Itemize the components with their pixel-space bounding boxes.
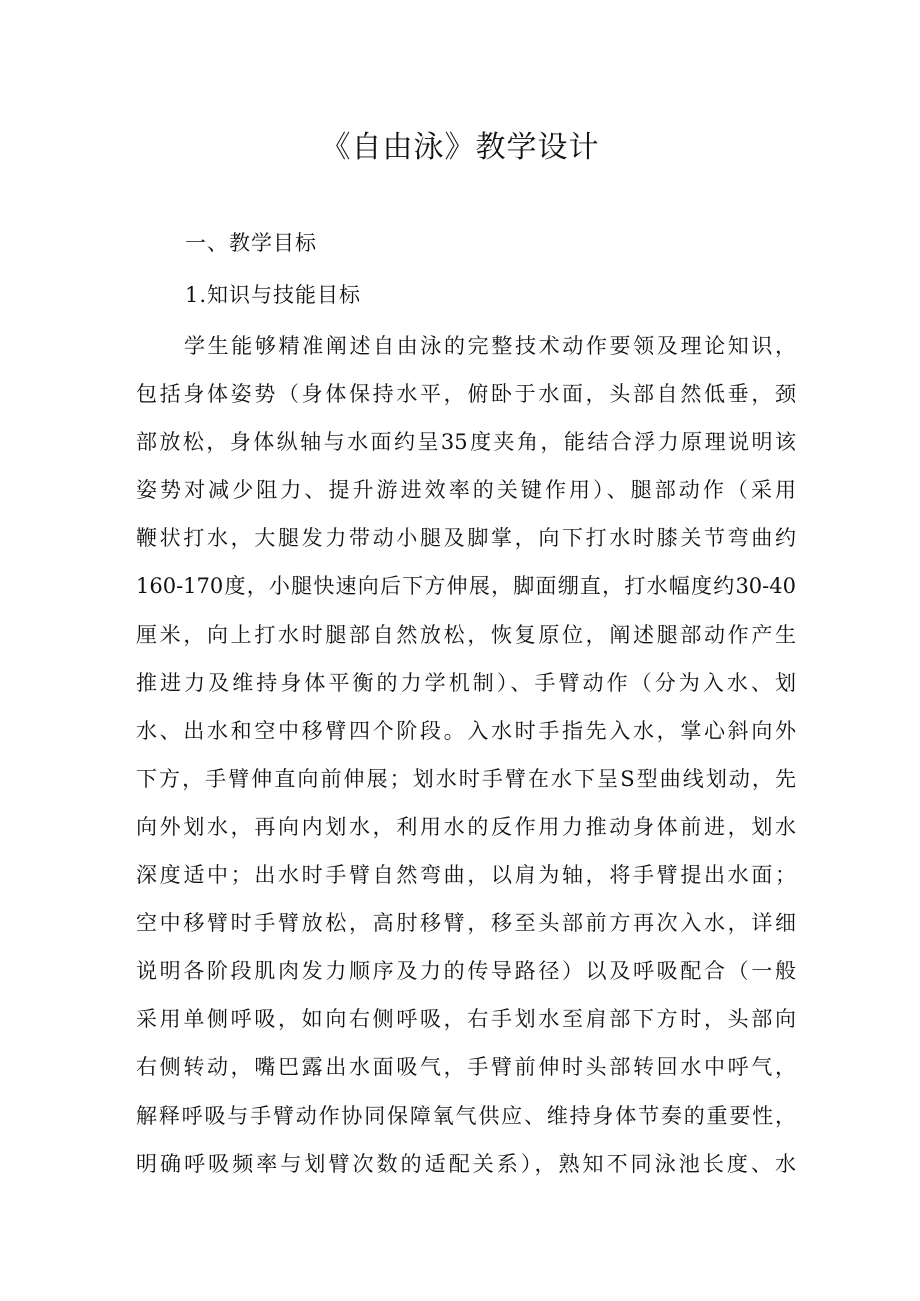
paragraph-line: 下方，手臂伸直向前伸展；划水时手臂在水下呈S型曲线划动，先 [136,766,796,791]
paragraph-line: 向外划水，再向内划水，利用水的反作用力推动身体前进，划水 [136,814,796,839]
paragraph-line: 姿势对减少阻力、提升游进效率的关键作用）、腿部动作（采用 [136,478,796,503]
paragraph-line: 推进力及维持身体平衡的力学机制）、手臂动作（分为入水、划 [136,670,796,695]
paragraph-line: 采用单侧呼吸，如向右侧呼吸，右手划水至肩部下方时，头部向 [136,1007,796,1032]
paragraph-line: 160-170度，小腿快速向后下方伸展，脚面绷直，打水幅度约30-40 [136,574,796,599]
paragraph-line: 明确呼吸频率与划臂次数的适配关系），熟知不同泳池长度、水 [136,1151,796,1176]
paragraph-line: 学生能够精准阐述自由泳的完整技术动作要领及理论知识， [184,334,796,358]
section-heading-teaching-objectives: 一、教学目标 [185,231,317,255]
subsection-heading-knowledge-skills: 1.知识与技能目标 [185,283,362,307]
paragraph-line: 水、出水和空中移臂四个阶段。入水时手指先入水，掌心斜向外 [136,718,796,743]
paragraph-line: 包括身体姿势（身体保持水平，俯卧于水面，头部自然低垂，颈 [136,382,796,407]
body-paragraph [136,322,796,1188]
paragraph-line: 右侧转动，嘴巴露出水面吸气，手臂前伸时头部转回水中呼气， [136,1055,796,1080]
document-title: 《自由泳》教学设计 [320,130,600,165]
paragraph-line: 空中移臂时手臂放松，高肘移臂，移至头部前方再次入水，详细 [136,911,796,936]
paragraph-line: 深度适中；出水时手臂自然弯曲，以肩为轴，将手臂提出水面； [136,863,796,888]
paragraph-line: 部放松，身体纵轴与水面约呈35度夹角，能结合浮力原理说明该 [136,430,796,455]
paragraph-line: 厘米，向上打水时腿部自然放松，恢复原位，阐述腿部动作产生 [136,622,796,647]
paragraph-line: 鞭状打水，大腿发力带动小腿及脚掌，向下打水时膝关节弯曲约 [136,526,796,551]
paragraph-line: 解释呼吸与手臂动作协同保障氧气供应、维持身体节奏的重要性， [136,1103,796,1128]
paragraph-line: 说明各阶段肌肉发力顺序及力的传导路径）以及呼吸配合（一般 [136,959,796,984]
